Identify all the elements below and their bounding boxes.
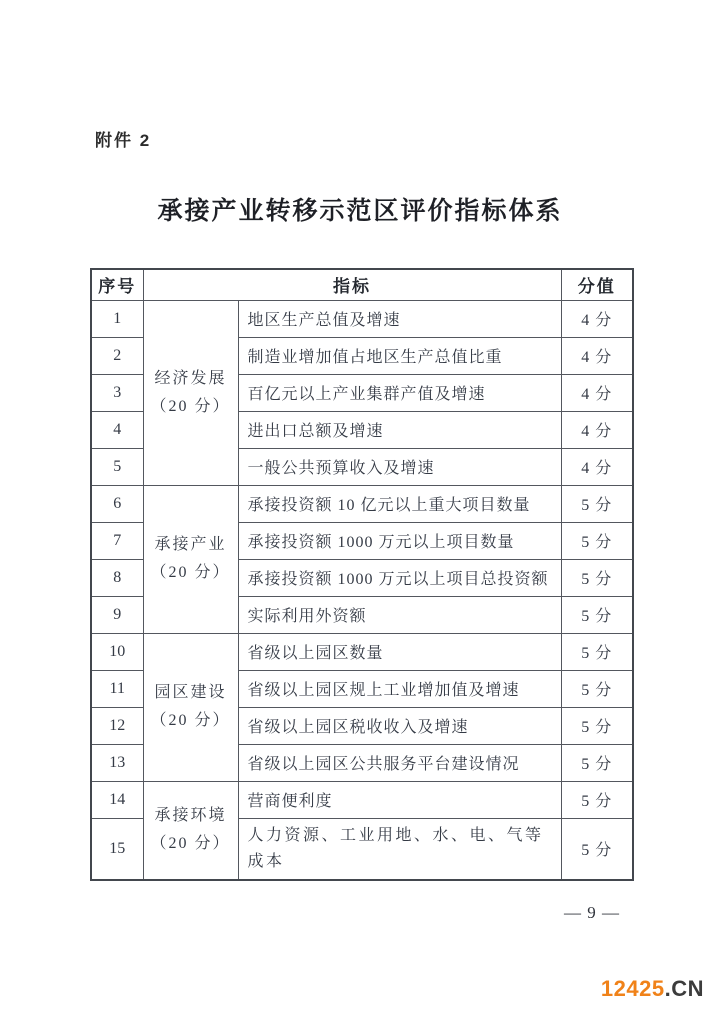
header-indicator: 指标 [143, 269, 561, 300]
score-cell: 5 分 [561, 485, 633, 522]
row-number-cell: 4 [91, 411, 143, 448]
score-cell: 5 分 [561, 670, 633, 707]
row-number-cell: 11 [91, 670, 143, 707]
row-number-cell: 10 [91, 633, 143, 670]
indicator-cell: 承接投资额 1000 万元以上项目数量 [238, 522, 561, 559]
category-score: （20 分） [150, 835, 231, 853]
row-number-cell: 1 [91, 300, 143, 337]
score-cell: 5 分 [561, 596, 633, 633]
row-number-cell: 6 [91, 485, 143, 522]
score-cell: 5 分 [561, 818, 633, 880]
category-cell [143, 633, 238, 781]
page-number: — 9 — [564, 903, 620, 922]
indicator-cell: 百亿元以上产业集群产值及增速 [238, 374, 561, 411]
score-cell: 5 分 [561, 559, 633, 596]
indicator-cell: 进出口总额及增速 [238, 411, 561, 448]
row-number-cell: 5 [91, 448, 143, 485]
category-name: 承接产业 [154, 536, 227, 553]
indicator-cell: 实际利用外资额 [238, 596, 561, 633]
category-score: （20 分） [150, 564, 231, 581]
header-no: 序号 [91, 269, 143, 300]
row-number-cell: 3 [91, 374, 143, 411]
indicator-cell: 制造业增加值占地区生产总值比重 [238, 337, 561, 374]
header-score: 分值 [561, 269, 633, 300]
row-number-cell: 9 [91, 596, 143, 633]
score-cell: 4 分 [561, 411, 633, 448]
indicator-cell: 省级以上园区公共服务平台建设情况 [238, 744, 561, 781]
watermark [601, 976, 704, 1002]
category-score: （20 分） [150, 712, 231, 729]
indicator-cell: 省级以上园区规上工业增加值及增速 [238, 670, 561, 707]
indicator-cell: 省级以上园区数量 [238, 633, 561, 670]
category-name: 承接环境 [154, 807, 227, 825]
row-number-cell: 7 [91, 522, 143, 559]
score-cell: 4 分 [561, 337, 633, 374]
watermark-number: 12425 [600, 976, 665, 1001]
indicator-table [90, 268, 634, 881]
table-row [91, 633, 633, 670]
category-cell [143, 300, 238, 485]
indicator-cell: 营商便利度 [238, 781, 561, 818]
watermark-suffix: .CN [664, 976, 704, 1001]
score-cell: 5 分 [561, 707, 633, 744]
category-cell [143, 485, 238, 633]
category-name: 经济发展 [154, 369, 227, 387]
score-cell: 4 分 [561, 374, 633, 411]
category-cell [143, 781, 238, 880]
page-title: 承接产业转移示范区评价指标体系 [157, 198, 563, 225]
attachment-label: 附件 2 [95, 131, 152, 150]
indicator-cell: 承接投资额 1000 万元以上项目总投资额 [238, 559, 561, 596]
indicator-cell: 一般公共预算收入及增速 [238, 448, 561, 485]
table-row [91, 300, 633, 337]
category-name: 园区建设 [154, 684, 227, 701]
table-row [91, 485, 633, 522]
score-cell: 5 分 [561, 781, 633, 818]
table-row [91, 781, 633, 818]
indicator-cell: 地区生产总值及增速 [238, 300, 561, 337]
score-cell: 5 分 [561, 633, 633, 670]
table-header-row [91, 269, 633, 300]
score-cell: 5 分 [561, 522, 633, 559]
row-number-cell: 14 [91, 781, 143, 818]
indicator-cell: 人力资源、工业用地、水、电、气等成本 [238, 818, 561, 880]
row-number-cell: 12 [91, 707, 143, 744]
indicator-cell: 省级以上园区税收收入及增速 [238, 707, 561, 744]
row-number-cell: 15 [91, 818, 143, 880]
score-cell: 4 分 [561, 300, 633, 337]
row-number-cell: 13 [91, 744, 143, 781]
category-score: （20 分） [150, 397, 231, 415]
indicator-cell: 承接投资额 10 亿元以上重大项目数量 [238, 485, 561, 522]
score-cell: 4 分 [561, 448, 633, 485]
score-cell: 5 分 [561, 744, 633, 781]
row-number-cell: 8 [91, 559, 143, 596]
row-number-cell: 2 [91, 337, 143, 374]
